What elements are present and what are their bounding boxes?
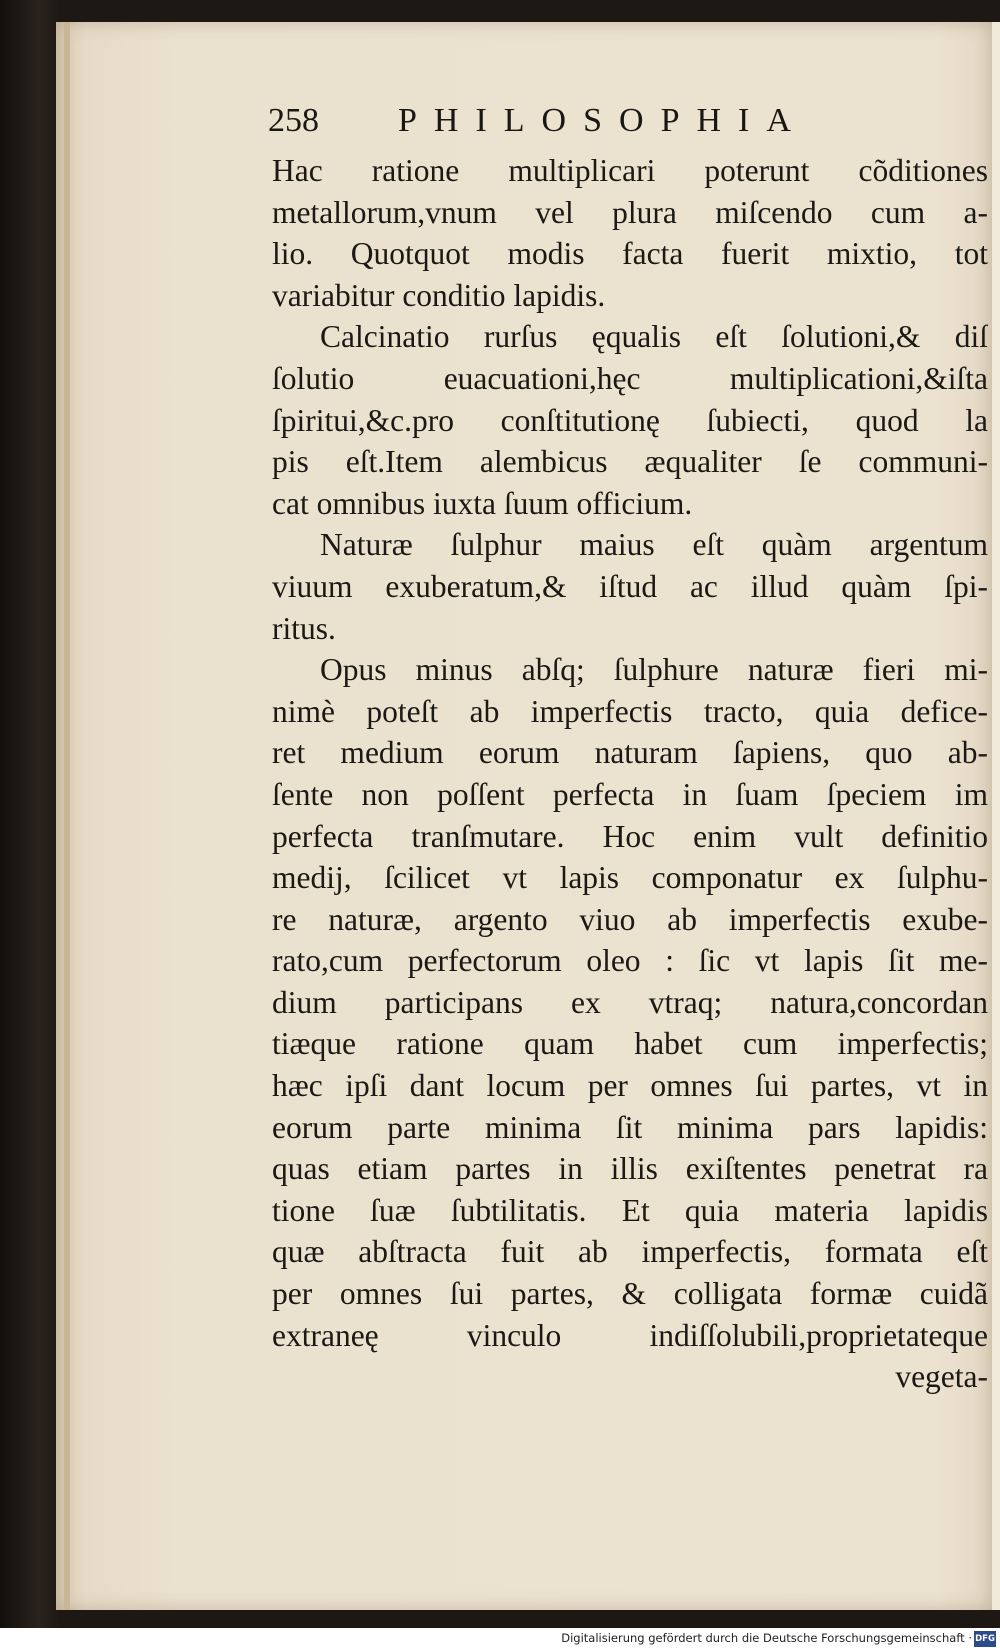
- running-head: PHILOSOPHIA: [398, 102, 808, 139]
- body-text: [272, 150, 988, 1398]
- page-edge-right: [992, 22, 1000, 1610]
- text-line: metallorum,vnum vel plura miſcendo cum a-: [272, 194, 988, 230]
- text-line: medij, ſcilicet vt lapis componatur ex ſulphu-: [272, 860, 988, 896]
- text-line: Naturæ ſulphur maius eſt quàm argentum: [320, 527, 988, 563]
- text-line: eorum parte minima ſit minima pars lapidis:: [272, 1109, 988, 1145]
- text-line: tione ſuæ ſubtilitatis. Et quia materia lapidis: [272, 1192, 988, 1228]
- page-gutter: [64, 22, 70, 1610]
- text-line: tiæque ratione quam habet cum imperfectis;: [272, 1026, 988, 1062]
- text-line: quæ abſtracta fuit ab imperfectis, formata eſt: [272, 1234, 988, 1270]
- text-line: ſolutio euacuationi,hęc multiplicationi,&iſta: [272, 360, 988, 396]
- digitization-credit: Digitalisierung gefördert durch die Deutsche Forschungsgemeinschaft ·: [561, 1631, 972, 1645]
- text-line: Calcinatio rurſus ęqualis eſt ſolutioni,& diſ: [320, 319, 988, 355]
- text-line: Hac ratione multiplicari poterunt cõditiones: [272, 153, 988, 188]
- text-line: hæc ipſi dant locum per omnes ſui partes, vt in: [272, 1068, 988, 1104]
- text-line: ritus.: [272, 610, 336, 646]
- text-line: ret medium eorum naturam ſapiens, quo ab-: [272, 735, 988, 771]
- page-header: [268, 96, 988, 146]
- text-line: nimè poteſt ab imperfectis tracto, quia defice-: [272, 693, 988, 729]
- text-line: perfecta tranſmutare. Hoc enim vult definitio: [272, 818, 988, 854]
- text-line: lio. Quotquot modis facta fuerit mixtio, tot: [272, 236, 988, 272]
- text-line: pis eſt.Item alembicus æqualiter ſe communi-: [272, 444, 988, 480]
- text-line: dium participans ex vtraq; natura,concordan: [272, 984, 988, 1020]
- catchword: vegeta-: [895, 1359, 988, 1395]
- text-line: variabitur conditio lapidis.: [272, 277, 606, 313]
- text-line: ſente non poſſent perfecta in ſuam ſpeciem im: [272, 776, 988, 812]
- dfg-logo: DFG: [974, 1631, 996, 1647]
- text-line: cat omnibus iuxta ſuum officium.: [272, 485, 693, 521]
- text-line: re naturæ, argento viuo ab imperfectis exube-: [272, 901, 988, 937]
- text-line: ſpiritui,&c.pro conſtitutionę ſubiecti, quod la: [272, 402, 988, 438]
- text-line: rato,cum perfectorum oleo : ſic vt lapis ſit me-: [272, 943, 988, 979]
- text-line: extraneę vinculo indiſſolubili,proprietateque: [272, 1317, 988, 1353]
- text-line: per omnes ſui partes, & colligata formæ cuidã: [272, 1276, 988, 1312]
- text-line: viuum exuberatum,& iſtud ac illud quàm ſpi-: [272, 568, 988, 604]
- page-number: 258: [268, 102, 319, 139]
- text-line: Opus minus abſq; ſulphure naturæ fieri mi-: [320, 652, 988, 688]
- text-line: quas etiam partes in illis exiſtentes penetrat ra: [272, 1151, 988, 1187]
